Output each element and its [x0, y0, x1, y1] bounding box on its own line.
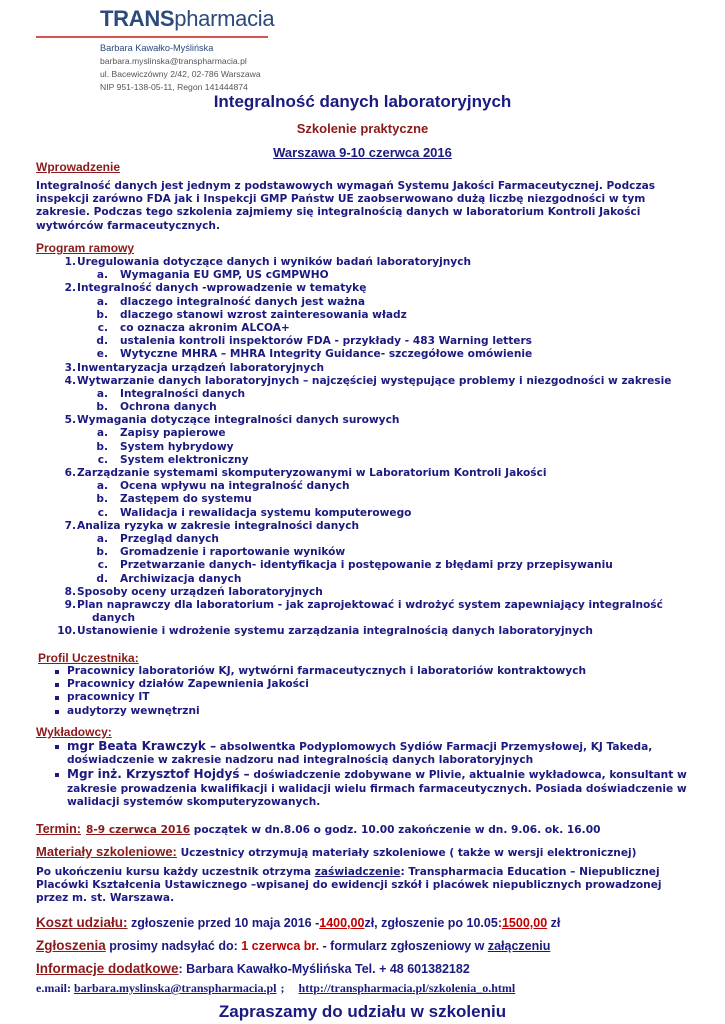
program-subitem — [0, 296, 725, 309]
lecturer-bio: absolwentka Podyplomowych Sydiów Farmacji Przemysłowej, KJ Takeda, doświadczenie w zakresie nadzoru nad integralnością danych laboratoryjnych — [67, 741, 653, 767]
program-subitem — [0, 480, 725, 493]
program-item — [0, 625, 725, 638]
program-item — [0, 599, 725, 612]
certificate-text — [36, 866, 691, 906]
program-list — [0, 256, 725, 638]
program-subitem — [0, 427, 725, 440]
logo-bold-text: TRANS — [100, 6, 175, 31]
item-number: d. — [96, 335, 108, 348]
lecturer-bio: doświadczenie zdobywane w Plivie, aktualnie wykładowca, konsultant w zakresie prowadzenia kwalifikacji i walidacji wielu firmach farmaceutycznych. Posiada doświadczenie w walidacji systemów skomputeryzowanych. — [67, 769, 687, 808]
item-number: 5. — [64, 414, 76, 427]
bullet-icon — [55, 696, 59, 700]
cost-text-3: zł — [547, 916, 561, 930]
item-number: e. — [96, 348, 108, 361]
item-text: Wymagania EU GMP, US cGMPWHO — [120, 269, 329, 282]
program-item — [0, 520, 725, 533]
place-date: Warszawa 9-10 czerwca 2016 — [273, 145, 452, 160]
program-item — [0, 375, 725, 388]
contact-address: ul. Bacewiczówny 2/42, 02-786 Warszawa — [100, 69, 261, 79]
registration-attachment: załączeniu — [487, 939, 551, 953]
logo-divider — [36, 36, 268, 38]
program-item — [0, 282, 725, 295]
program-subitem — [0, 441, 725, 454]
bullet-icon — [55, 710, 59, 714]
program-item — [0, 612, 725, 625]
item-number: c. — [97, 321, 108, 334]
logo-light-text: pharmacia — [174, 6, 275, 31]
item-number: a. — [96, 269, 108, 282]
certificate-post: : Transpharmacia Education – Niepublicznej Placówki Kształcenia Ustawicznego –wpisanej do ewidencji szkół i placówek niepublicznych prowadzonej przez m. st. Warszawa. — [36, 866, 662, 905]
item-text: Gromadzenie i raportowanie wyników — [120, 546, 346, 559]
term-label: Termin: — [36, 822, 81, 836]
item-text: Ustanowienie i wdrożenie systemu zarządzania integralnością danych laboratoryjnych — [77, 625, 593, 638]
item-text: Wytyczne MHRA – MHRA Integrity Guidance- szczegółowe omówienie — [120, 348, 533, 361]
profile-heading: Profil Uczestnika: — [38, 651, 139, 665]
cost-separator: : — [497, 916, 502, 930]
intro-heading: Wprowadzenie — [36, 160, 121, 174]
item-text: Plan naprawczy dla laboratorium - jak zaprojektować i wdrożyć system zapewniający integralność — [77, 598, 663, 611]
price-late: 1500,00 — [501, 916, 548, 930]
item-text: ustalenia kontroli inspektorów FDA - przykłady - 483 Warning letters — [120, 335, 532, 348]
list-item — [55, 678, 586, 691]
item-text: Ocena wpływu na integralność danych — [120, 480, 350, 493]
program-subitem — [0, 401, 725, 414]
registration-label: Zgłoszenia — [36, 938, 106, 953]
contact-email: barbara.myslinska@transpharmacia.pl — [100, 56, 247, 66]
item-number: b. — [96, 308, 108, 321]
item-text: Walidacja i rewalidacja systemu komputerowego — [120, 506, 412, 519]
item-number: c. — [97, 506, 108, 519]
program-item — [0, 467, 725, 480]
lecturers-heading: Wykładowcy: — [36, 725, 112, 739]
item-number: d. — [96, 572, 108, 585]
bullet-icon — [55, 683, 59, 687]
item-text: dlaczego stanowi wzrost zainteresowania władz — [120, 308, 407, 321]
contact-line — [36, 981, 515, 996]
item-text: Sposoby oceny urządzeń laboratoryjnych — [77, 585, 323, 598]
program-item — [0, 586, 725, 599]
registration-text-1: prosimy nadsyłać do: — [105, 939, 242, 953]
program-subitem — [0, 507, 725, 520]
website-link[interactable]: http://transpharmacia.pl/szkolenia_o.html — [298, 981, 516, 995]
cost-text-2: zł, zgłoszenie po 10.05 — [364, 916, 498, 930]
program-subitem — [0, 454, 725, 467]
item-text: Integralność danych -wprowadzenie w tematykę — [77, 282, 367, 295]
item-text: Wytwarzanie danych laboratoryjnych – najczęściej występujące problemy i niezgodności w zakresie — [77, 374, 672, 387]
closing-line: Zapraszamy do udziału w szkoleniu — [218, 1002, 507, 1021]
program-subitem — [0, 559, 725, 572]
item-number: 7. — [64, 519, 76, 532]
lecturer-name: mgr Beata Krawczyk – — [67, 739, 217, 753]
cost-line — [36, 912, 560, 931]
email-label: e.mail: — [36, 981, 74, 995]
list-item — [55, 705, 586, 718]
item-number: 2. — [64, 282, 76, 295]
cost-label: Koszt udziału: — [36, 915, 128, 930]
item-number: b. — [96, 440, 108, 453]
term-dates: 8-9 czerwca 2016 — [86, 824, 191, 836]
item-number: c. — [97, 453, 108, 466]
program-subitem — [0, 309, 725, 322]
item-text: System hybrydowy — [120, 440, 234, 453]
item-number: a. — [96, 532, 108, 545]
certificate-word: zaświadczenie — [314, 866, 401, 878]
item-text: Integralności danych — [120, 387, 246, 400]
registration-deadline: 1 czerwca br. — [241, 939, 320, 953]
program-subitem — [0, 546, 725, 559]
info-label: Informacje dodatkowe — [36, 961, 179, 976]
item-text: Ochrona danych — [120, 401, 217, 414]
lecturer-item — [55, 740, 695, 767]
registration-line — [36, 935, 550, 954]
item-number: a. — [96, 480, 108, 493]
program-subitem — [0, 335, 725, 348]
item-number: a. — [96, 295, 108, 308]
program-subitem — [0, 348, 725, 361]
list-item-text: Pracownicy działów Zapewnienia Jakości — [67, 678, 309, 691]
cost-text-1: zgłoszenie przed 10 maja 2016 - — [127, 916, 320, 930]
program-subitem — [0, 573, 725, 586]
info-text: : Barbara Kawałko-Myślińska Tel. + 48 601382182 — [178, 962, 470, 976]
program-item — [0, 256, 725, 269]
item-text: Przetwarzanie danych- identyfikacja i postępowanie z błędami przy przepisywaniu — [120, 559, 613, 572]
item-number: a. — [96, 387, 108, 400]
list-item-text: audytorzy wewnętrzni — [67, 704, 200, 717]
program-subitem — [0, 493, 725, 506]
item-text: dlaczego integralność danych jest ważna — [120, 295, 366, 308]
registration-text-2: - formularz zgłoszeniowy w — [319, 939, 488, 953]
item-number: b. — [96, 493, 108, 506]
item-number: a. — [96, 427, 108, 440]
program-subitem — [0, 269, 725, 282]
item-number: b. — [96, 546, 108, 559]
program-subitem — [0, 388, 725, 401]
item-text: Uregulowania dotyczące danych i wyników badań laboratoryjnych — [77, 256, 472, 268]
materials-label: Materiały szkoleniowe: — [36, 844, 177, 859]
item-number: 9. — [64, 598, 76, 611]
item-number: 8. — [64, 585, 76, 598]
item-number: 4. — [64, 374, 76, 387]
item-text: System elektroniczny — [120, 453, 249, 466]
certificate-pre: Po ukończeniu kursu każdy uczestnik otrzyma — [36, 866, 315, 878]
lecturer-name: Mgr inż. Krzysztof Hojdyś – — [67, 767, 250, 782]
list-item — [55, 665, 586, 678]
item-text: Inwentaryzacja urządzeń laboratoryjnych — [77, 361, 325, 374]
lecturer-item — [55, 768, 695, 809]
item-text: Zarządzanie systemami skomputeryzowanymi w Laboratorium Kontroli Jakości — [77, 467, 547, 479]
bullet-icon — [55, 745, 59, 749]
lecturers-list — [55, 740, 695, 809]
item-number: 6. — [64, 467, 76, 479]
item-text: danych — [92, 612, 136, 625]
item-number: 10. — [57, 625, 76, 638]
list-item-text: Pracownicy laboratoriów KJ, wytwórni farmaceutycznych i laboratoriów kontraktowych — [67, 665, 587, 677]
program-subitem — [0, 533, 725, 546]
price-early: 1400,00 — [319, 916, 365, 930]
contact-name: Barbara Kawałko-Myślińska — [100, 43, 214, 53]
program-item — [0, 414, 725, 427]
item-text: Analiza ryzyka w zakresie integralności danych — [77, 519, 360, 532]
item-text: co oznacza akronim ALCOA+ — [120, 321, 290, 334]
bullet-icon — [55, 773, 59, 777]
document-title: Integralność danych laboratoryjnych — [213, 92, 512, 111]
contact-separator: ; — [280, 981, 285, 995]
list-item — [55, 691, 586, 704]
profile-list — [55, 665, 586, 718]
program-subitem — [0, 322, 725, 335]
bullet-icon — [55, 670, 59, 674]
item-text: Archiwizacja danych — [120, 572, 242, 585]
program-item — [0, 362, 725, 375]
materials-text: Uczestnicy otrzymują materiały szkoleniowe ( także w wersji elektronicznej) — [176, 847, 637, 859]
item-number: 1. — [64, 256, 76, 268]
item-text: Zapisy papierowe — [120, 427, 226, 440]
term-details: początek w dn.8.06 o godz. 10.00 zakończenie w dn. 9.06. ok. 16.00 — [190, 824, 601, 836]
list-item-text: pracownicy IT — [67, 691, 150, 704]
program-heading: Program ramowy — [36, 241, 135, 255]
item-number: c. — [97, 559, 108, 572]
document-subtitle: Szkolenie praktyczne — [296, 121, 429, 136]
info-line — [36, 958, 470, 977]
item-number: b. — [96, 401, 108, 414]
email-link[interactable]: barbara.myslinska@transpharmacia.pl — [74, 981, 277, 995]
company-logo — [100, 6, 274, 32]
item-text: Zastępem do systemu — [120, 493, 252, 506]
item-number: 3. — [64, 361, 76, 374]
item-text: Przegląd danych — [120, 532, 219, 545]
term-line — [36, 818, 600, 837]
item-text: Wymagania dotyczące integralności danych surowych — [77, 414, 400, 427]
materials-line — [36, 841, 637, 860]
contact-ids: NIP 951-138-05-11, Regon 141444874 — [100, 82, 248, 92]
intro-text: Integralność danych jest jednym z podstawowych wymagań Systemu Jakości Farmaceutycznej. Podczas inspekcji zarówno FDA jak i Inspekcji GMP Państw UE zaobserwowano dużą liczbę niezgodności w tym zakresie. Podczas tego szkolenia zajmiemy się integralnością danych w laboratorium Kontroli Jakości wytwórców farmaceutycznych. — [36, 180, 656, 232]
